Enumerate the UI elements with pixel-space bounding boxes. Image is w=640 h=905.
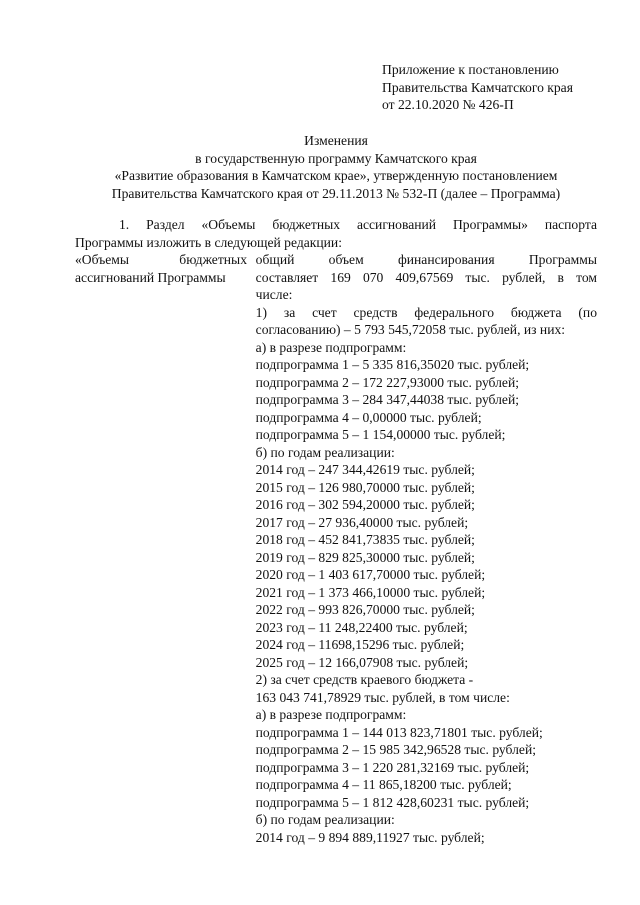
regional-budget-line: 2) за счет средств краевого бюджета - — [255, 672, 474, 687]
federal-year-item: 2023 год – 11 248,22400 тыс. рублей; — [255, 619, 468, 635]
regional-years-heading: б) по годам реализации: — [255, 812, 395, 827]
regional-year-item: 2014 год – 9 894 889,11927 тыс. рублей; — [255, 829, 485, 845]
paragraph-line: 1. Раздел «Объемы бюджетных ассигнований Программы» паспорта — [119, 217, 597, 232]
federal-year-item: 2014 год – 247 344,42619 тыс. рублей; — [255, 462, 475, 477]
federal-subprogram-item: подпрограмма 5 – 1 154,00000 тыс. рублей; — [255, 427, 506, 442]
federal-subprogram-item: подпрограмма 4 – 0,00000 тыс. рублей; — [255, 409, 482, 425]
regional-budget-line: 163 043 741,78929 тыс. рублей, в том числе: — [255, 689, 510, 705]
regional-subprogram-item: подпрограмма 2 – 15 985 342,96528 тыс. рублей; — [255, 742, 537, 757]
budget-label-cell — [75, 251, 253, 846]
total-line: составляет 169 070 409,67569 тыс. рублей, в том — [255, 269, 597, 285]
total-line: числе: — [255, 287, 293, 302]
federal-year-item: 2016 год – 302 594,20000 тыс. рублей; — [255, 497, 475, 512]
title-line: Правительства Камчатского края от 29.11.2013 № 532-П (далее – Программа) — [111, 185, 561, 201]
regional-subprogram-item: подпрограмма 4 – 11 865,18200 тыс. рублей; — [255, 777, 512, 792]
federal-budget-line: 1) за счет средств федерального бюджета (по — [255, 304, 597, 320]
federal-years-heading: б) по годам реализации: — [255, 444, 395, 460]
federal-year-item: 2024 год – 11698,15296 тыс. рублей; — [255, 637, 465, 652]
section-1-paragraph — [75, 216, 597, 251]
title-line: Изменения — [304, 133, 368, 148]
approval-line: от 22.10.2020 № 426-П — [382, 97, 514, 112]
approval-line: Правительства Камчатского края — [382, 79, 573, 95]
federal-year-item: 2022 год – 993 826,70000 тыс. рублей; — [255, 602, 475, 617]
federal-year-item: 2020 год – 1 403 617,70000 тыс. рублей; — [255, 567, 486, 582]
regional-subprogram-item: подпрограмма 3 – 1 220 281,32169 тыс. рублей; — [255, 759, 530, 775]
label-word: бюджетных — [179, 252, 247, 267]
federal-year-item: 2021 год – 1 373 466,10000 тыс. рублей; — [255, 584, 486, 600]
budget-value-cell — [256, 251, 597, 846]
label-word: «Объемы — [75, 252, 129, 267]
federal-subprogram-item: подпрограмма 1 – 5 335 816,35020 тыс. рублей; — [255, 357, 530, 372]
paragraph-line: Программы изложить в следующей редакции: — [75, 234, 342, 250]
regional-subprogram-item: подпрограмма 5 – 1 812 428,60231 тыс. рублей; — [255, 794, 530, 810]
federal-year-item: 2017 год – 27 936,40000 тыс. рублей; — [255, 514, 469, 530]
federal-year-item: 2019 год – 829 825,30000 тыс. рублей; — [255, 549, 475, 565]
federal-year-item: 2025 год – 12 166,07908 тыс. рублей; — [255, 654, 469, 670]
approval-line: Приложение к постановлению — [382, 62, 559, 77]
budget-table — [75, 251, 597, 846]
title-line: «Развитие образования в Камчатском крае», утвержденную постановлением — [114, 168, 558, 183]
title-line: в государственную программу Камчатского края — [195, 150, 477, 166]
federal-year-item: 2018 год – 452 841,73835 тыс. рублей; — [255, 532, 475, 547]
federal-subprogram-heading: а) в разрезе подпрограмм: — [255, 339, 407, 355]
federal-year-item: 2015 год – 126 980,70000 тыс. рублей; — [255, 479, 475, 495]
regional-subprogram-heading: а) в разрезе подпрограмм: — [255, 707, 407, 722]
label-line: ассигнований Программы — [75, 269, 226, 285]
regional-subprogram-item: подпрограмма 1 – 144 013 823,71801 тыс. рублей; — [255, 724, 543, 740]
document-title — [75, 132, 597, 202]
approval-block — [382, 61, 622, 114]
federal-budget-line: согласованию) – 5 793 545,72058 тыс. рублей, из них: — [255, 322, 566, 337]
total-line: общий объем финансирования Программы — [255, 252, 597, 267]
federal-subprogram-item: подпрограмма 2 – 172 227,93000 тыс. рублей; — [255, 374, 520, 390]
federal-subprogram-item: подпрограмма 3 – 284 347,44038 тыс. рублей; — [255, 392, 520, 407]
